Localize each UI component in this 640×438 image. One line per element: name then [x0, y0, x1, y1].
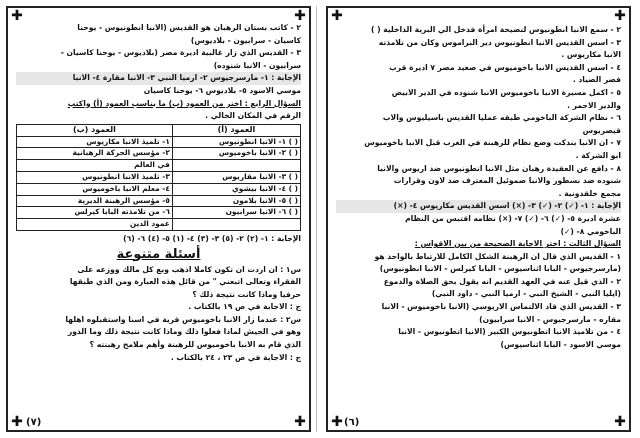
text-line: الفقراء وتعالى اتبعني " من قائل هذه العبارة ومن الذي طبقها [69, 277, 301, 287]
table-row [17, 160, 301, 172]
page-six-body [336, 24, 621, 351]
table-row [17, 171, 301, 183]
text-line: ٨ - دافع عن العقيدة رهبان مثل الانبا انطونيوس ضد اريوس والانبا [377, 163, 621, 173]
text-line: ٥ - اكمل مسيرة الانبا باخوميوس الانبا شنوده في الدير الابيض [391, 87, 621, 97]
text-line: سرابيون - الانبا شنوده) [213, 60, 301, 70]
table-header-row [17, 124, 301, 136]
cross-icon: ✚ [331, 414, 343, 430]
answer-line: الإجابة : ١- (٢) ٢- (٥) ٣- (٣) ٤- (١) ٥- (٤) ٦- (٦) [123, 233, 301, 243]
text-line: والدير الاحمر . [567, 100, 621, 110]
text-line: س١ : ان اردت ان تكون كاملا اذهب وبع كل مالك ووزعه على [77, 264, 301, 274]
cross-icon: ✚ [294, 8, 306, 24]
page-divider [316, 6, 317, 432]
text-line: ١ - القديس الذي قال ان الرهبنة الشكل الكامل للارتباط بالواحد هو [374, 251, 621, 261]
text-line: ٢ - الذي قيل عنه في العهد القديم انه يقول بحق الصلاة والدموع [383, 276, 621, 286]
text-line: س٢ : عندما زار الانبا باخوميوس قرية في اسنا واستقبلوه اهلها [65, 314, 301, 324]
table-row [17, 136, 301, 148]
text-line: ج : الاجابة في ص ١٩ بالكتاب . [188, 302, 301, 312]
text-line: موسي الاسود ٥- بلاديوس ٦- يوحنا كاسيان [143, 85, 301, 95]
table-cell: ٤- معلم الانبا باخوميوس [17, 183, 173, 195]
table-cell [172, 219, 300, 231]
page-seven-body [16, 22, 301, 364]
text-line: ٤ - اسس القديس الانبا باخوميوس في صعيد مصر ٧ اديرة قرب [389, 62, 621, 72]
table-cell [172, 160, 300, 172]
text-line: (مارسرجيوس - البابا اثناسيوس - البابا كيرلس - الانبا انطونيوس) [379, 264, 621, 274]
text-line: ٣ - اسس القديس الانبا انطونيوس دير البراموس وكان من تلامذته [378, 37, 621, 47]
page-number: (٦) [344, 417, 360, 428]
text-line: ٣ - القديس الذي قاد الالتماس الاريوسي (الانبا باخوميوس - الانبا [381, 302, 621, 312]
matching-table [16, 124, 301, 231]
text-line: الرقم في المكان الخالي . [205, 111, 301, 121]
text-line: وهو في الجيش لماذا فعلوا ذلك وماذا كانت نتيجة ذلك وما الدور [67, 327, 301, 337]
table-row [17, 195, 301, 207]
page-number: (٧) [26, 417, 42, 428]
table-row [17, 207, 301, 219]
table-cell: ( ) ٥- الانبا بلامون [172, 195, 300, 207]
text-line: موسي الاسود - البابا اثناسيوس) [500, 339, 621, 349]
question-heading: السؤال الثالث : اختر الاجابة الصحيحة من بين الاقواس : [414, 239, 621, 249]
table-cell: ( ) ٤- الانبا بيشوي [172, 183, 300, 195]
text-line: ٢ - سمع الانبا انطونيوس لنصيحة امرأة فدخل الي البرية الداخلية ( ) [371, 25, 621, 34]
cross-icon: ✚ [11, 414, 23, 430]
table-cell: ( ) ٦- الانبا سرابيون [172, 207, 300, 219]
text-line: ٦ - نظام الشركة الباخومي طبقه عمليا القديس باسيليوس والاب [382, 113, 621, 123]
text-line: قصر الصياد . [572, 75, 621, 85]
cross-icon: ✚ [11, 8, 23, 24]
table-cell: ٥- مؤسس الرهبنة الديرية [17, 195, 173, 207]
text-line: مقاره - مارسرجيوس - الانبا سرابيون) [479, 314, 621, 324]
page-six [326, 6, 631, 432]
text-line: ابو الشركة . [575, 150, 621, 160]
table-cell: ١- تلميذ الانبا مكاريوس [17, 136, 173, 148]
table-cell: ٢- مؤسس الحركة الرهبانية [17, 148, 173, 160]
cross-icon: ✚ [614, 8, 626, 24]
text-line: عشرة اديرة ٥- (✓) ٦- (✓) ٧- (×) نظامه اقتبس من النظام [405, 213, 621, 223]
table-cell: ( ) ٢- الانبا باخوميوس [172, 148, 300, 160]
answer-line: الإجابة : ١- مارسرجيوس ٢- ارميا النبي ٣- الانبا مقارة ٤- الانبا [16, 72, 301, 85]
column-a-header: العمود (أ) [172, 124, 300, 136]
text-line: مجمع خلقدونية . [558, 188, 621, 198]
table-cell: ( ) ١- الانبا انطونيوس [172, 136, 300, 148]
text-line: الذي قام به الانبا باخوميوس للرهبنة وأهم ملامح رهبنته ؟ [89, 340, 301, 350]
text-line: قيصريوس [582, 125, 621, 135]
table-cell: ٣- تلميذ الانبا انطونيوس [17, 171, 173, 183]
cross-icon: ✚ [294, 414, 306, 430]
text-line: شنوده ضد نسطور والانبا صموئيل المعترف ضد لاون وقرارات [393, 176, 621, 186]
table-cell: عمود الدين [17, 219, 173, 231]
text-line: ج : الاجابة في ص ٢٣ ، ٢٤ بالكتاب . [170, 352, 301, 362]
text-line: حرفيا وماذا كانت نتيجة ذلك ؟ [192, 289, 301, 299]
column-b-header: العمود (ب) [17, 124, 173, 136]
table-row [17, 219, 301, 231]
text-line: الانبا مكاريوس . [561, 50, 621, 60]
cross-icon: ✚ [614, 414, 626, 430]
page-seven [6, 6, 311, 432]
table-row [17, 148, 301, 160]
table-cell: ( ) ٣- الانبا مقاريوس [172, 171, 300, 183]
cross-icon: ✚ [331, 8, 343, 24]
text-line: الباخومي ٨- (✓) [560, 226, 621, 236]
question-heading: السؤال الرابع : اختر من العمود (ب) ما يناسب العمود (أ) واكتب [67, 98, 301, 108]
text-line: ٢ - كاتب بستان الرهبان هو القديس (الانبا انطونيوس - يوحنا [77, 23, 301, 32]
text-line: (ايليا النبي - الشيخ النبي - ارميا النبي - داود النبي) [431, 289, 621, 299]
text-line: كاسيان - سرابيون - بلاديوس) [190, 35, 301, 45]
text-line: ٧ - ان الانبا بندكت وضع نظام للرهبنة في الغرب قبل الانبا باخوميوس [364, 138, 621, 148]
text-line: ٣ - القديس الذي زار غالبية اديرة مصر (بلاديوس - يوحنا كاسيان - [60, 48, 301, 58]
table-cell: ٦- من تلامذته البابا كيرلس [17, 207, 173, 219]
table-cell: في العالم [17, 160, 173, 172]
section-title: أسئلة متنوعة [116, 246, 201, 262]
text-line: ٤ - من تلاميذ الانبا انطونيوس الكبير (الانبا انطونيوس - الانبا [398, 327, 621, 337]
table-row [17, 183, 301, 195]
answer-line: الإجابة : ١- (✓) ٢- (✓) ٣- (×) اسس القديس مكاريوس ٤- (×) [336, 200, 621, 213]
